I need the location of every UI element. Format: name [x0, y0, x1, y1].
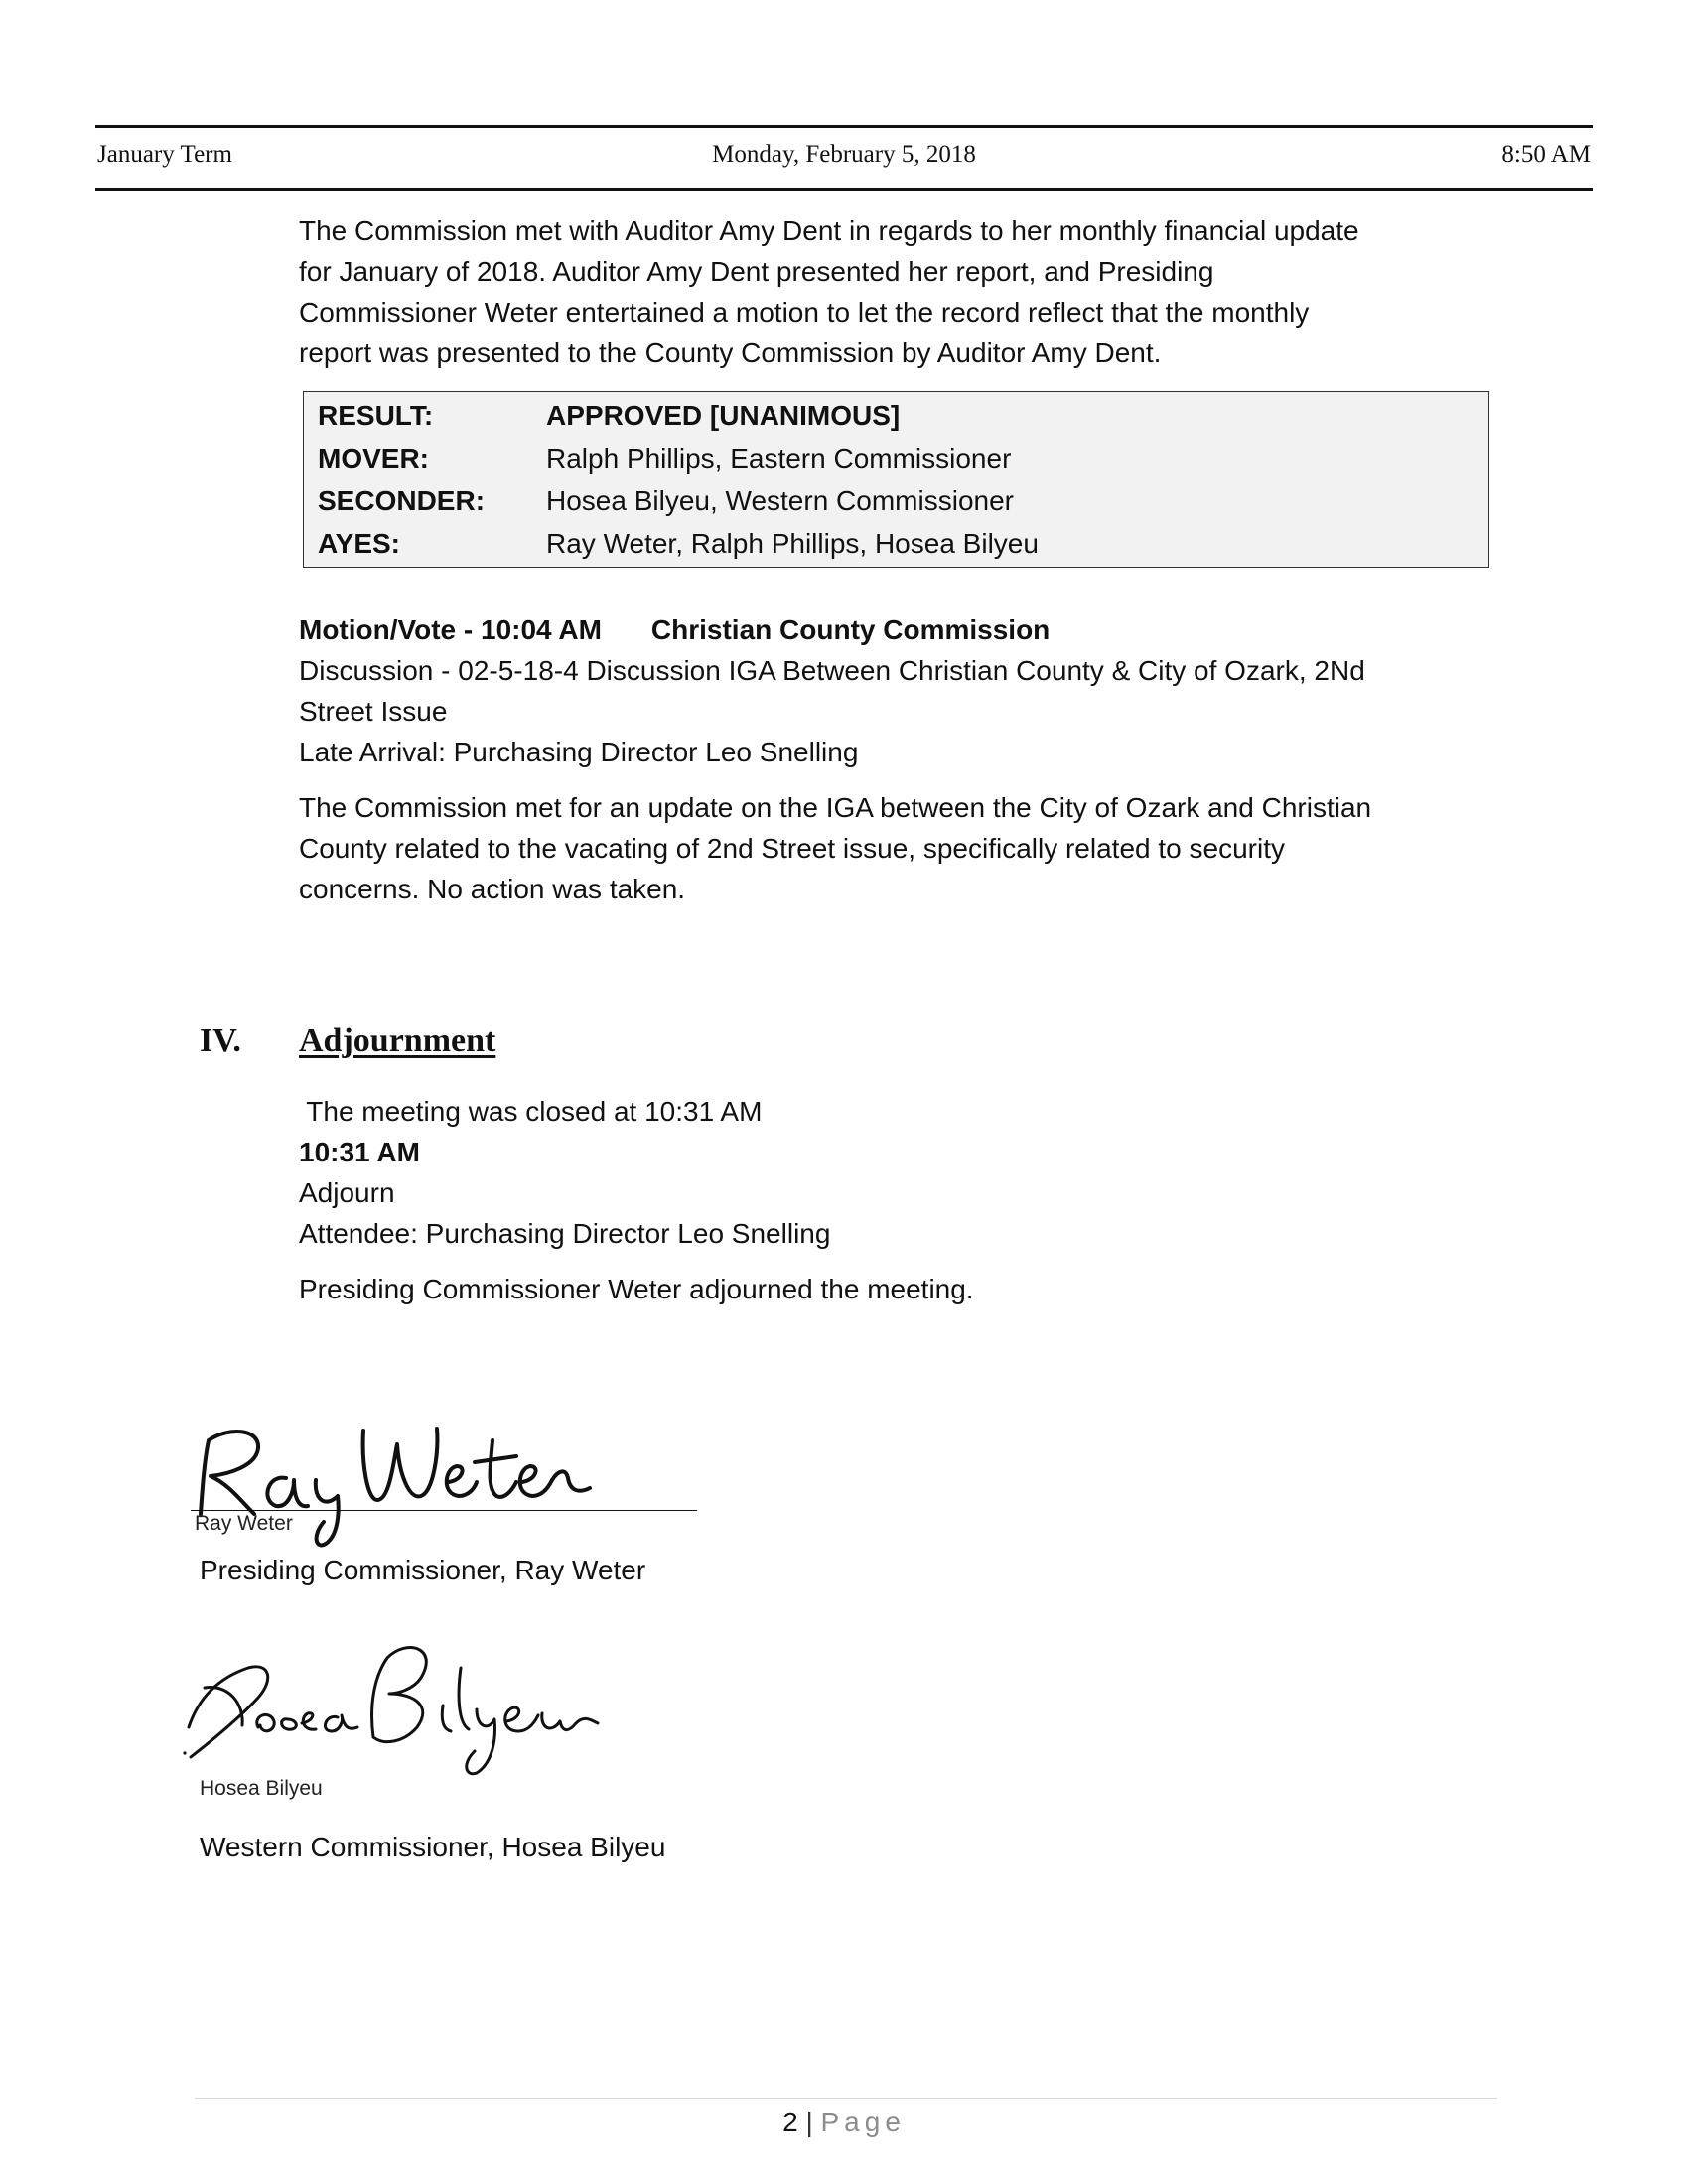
signature-line — [191, 1510, 697, 1511]
footer-rule — [195, 2098, 1497, 2099]
vote-row-result — [318, 394, 900, 438]
vote-value: Hosea Bilyeu, Western Commissioner — [546, 485, 1014, 516]
auditor-line: for January of 2018. Auditor Amy Dent presented her report, and Presiding — [299, 256, 1214, 287]
adjourn-action: Adjourn — [299, 1177, 395, 1208]
page-footer — [0, 2107, 1688, 2138]
adjourn-closing: Presiding Commissioner Weter adjourned the meeting. — [299, 1274, 974, 1304]
late-arrival: Late Arrival: Purchasing Director Leo Snelling — [299, 737, 859, 767]
motion-heading-time: Motion/Vote - 10:04 AM — [299, 614, 602, 645]
motion-body-line: County related to the vacating of 2nd Street issue, specifically related to security — [299, 833, 1285, 864]
header-bottom-rule — [95, 188, 1593, 191]
header-top-rule — [95, 125, 1593, 128]
signature-hosea-bilyeu — [179, 1628, 616, 1777]
footer-separator: | — [805, 2107, 813, 2137]
discussion-line: Discussion - 02-5-18-4 Discussion IGA Between Christian County & City of Ozark, 2Nd — [299, 655, 1365, 686]
page-label: Page — [820, 2107, 906, 2137]
motion-heading — [299, 610, 1050, 650]
header-date: Monday, February 5, 2018 — [712, 141, 976, 168]
vote-row-mover — [318, 437, 1011, 480]
vote-key: AYES: — [318, 528, 401, 559]
auditor-line: The Commission met with Auditor Amy Dent in regards to her monthly financial update — [299, 215, 1359, 246]
adjourn-time: 10:31 AM — [299, 1137, 420, 1167]
header-term: January Term — [97, 141, 232, 168]
auditor-line: Commissioner Weter entertained a motion to let the record reflect that the monthly — [299, 297, 1310, 328]
vote-value: Ray Weter, Ralph Phillips, Hosea Bilyeu — [546, 528, 1039, 559]
section-title: Adjournment — [299, 1023, 496, 1059]
motion-body-line: The Commission met for an update on the IGA between the City of Ozark and Christian — [299, 792, 1372, 823]
vote-value: Ralph Phillips, Eastern Commissioner — [546, 443, 1012, 474]
adjourn-attendee: Attendee: Purchasing Director Leo Snelling — [299, 1218, 831, 1249]
page-number: 2 — [782, 2107, 798, 2137]
signature-printed-name: Ray Weter — [195, 1512, 293, 1535]
signature-title: Western Commissioner, Hosea Bilyeu — [200, 1832, 666, 1862]
signature-printed-name: Hosea Bilyeu — [200, 1777, 323, 1800]
vote-key: RESULT: — [318, 400, 434, 431]
auditor-line: report was presented to the County Commission by Auditor Amy Dent. — [299, 338, 1162, 368]
adjourn-closed-line: The meeting was closed at 10:31 AM — [299, 1096, 763, 1127]
vote-value: APPROVED [UNANIMOUS] — [546, 400, 901, 431]
header-time: 8:50 AM — [1501, 141, 1591, 168]
vote-result-box — [303, 391, 1489, 568]
motion-heading-body: Christian County Commission — [650, 614, 1051, 645]
section-number: IV. — [200, 1023, 241, 1059]
discussion-line: Street Issue — [299, 696, 448, 727]
vote-key: SECONDER: — [318, 485, 486, 516]
motion-body-line: concerns. No action was taken. — [299, 874, 686, 904]
signature-title: Presiding Commissioner, Ray Weter — [200, 1555, 646, 1585]
vote-key: MOVER: — [318, 443, 429, 474]
vote-row-ayes — [318, 522, 1039, 566]
vote-row-seconder — [318, 479, 1014, 523]
